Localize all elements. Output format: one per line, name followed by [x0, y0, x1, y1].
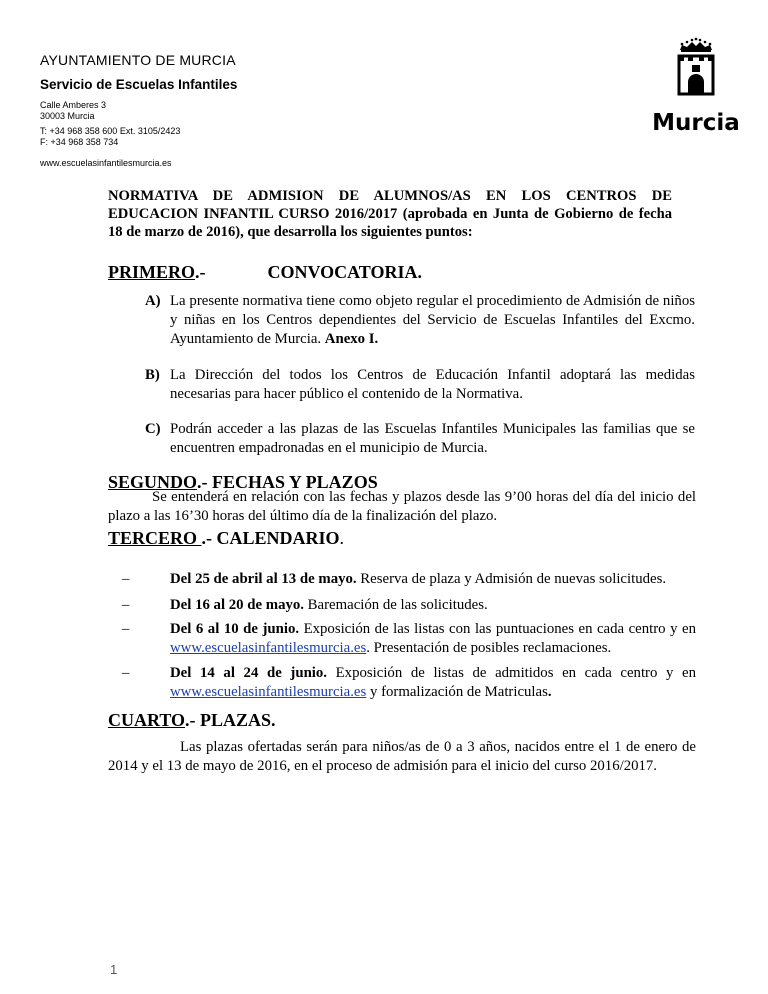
- calendar-text: Exposición de listas de admitidos en cada centro y en: [327, 665, 697, 681]
- calendar-text-after: . Presentación de posibles reclamaciones.: [366, 640, 612, 656]
- title-line: EDUCACION INFANTIL CURSO 2016/2017 (aprobada en Junta de Gobierno de fecha: [108, 206, 672, 222]
- title-line: NORMATIVA DE ADMISION DE ALUMNOS/AS EN LOS CENTROS DE: [108, 188, 672, 204]
- item-letter: B): [145, 367, 160, 383]
- logo-text: Murcia: [652, 110, 740, 136]
- calendar-text: Baremación de las solicitudes.: [303, 597, 488, 613]
- item-bold-tail: Anexo I.: [324, 331, 379, 347]
- website-link[interactable]: www.escuelasinfantilesmurcia.es: [170, 640, 367, 656]
- section-title: CONVOCATORIA.: [267, 262, 422, 282]
- calendar-date: Del 14 al 24 de junio.: [170, 665, 328, 681]
- section-title: .- PLAZAS.: [185, 710, 276, 730]
- calendar-text: Reserva de plaza y Admisión de nuevas solicitudes.: [356, 571, 667, 587]
- website-link[interactable]: www.escuelasinfantilesmurcia.es: [170, 684, 367, 700]
- paragraph: Las plazas ofertadas serán para niños/as de 0 a 3 años, nacidos entre el 1 de enero de 2014 y el 13 de mayo de 2016, en el proceso de admisión para el inicio del curso 2016/2017.: [108, 739, 696, 774]
- service-name: Servicio de Escuelas Infantiles: [40, 77, 238, 92]
- section-title-trail: .: [339, 528, 345, 548]
- item-text: Podrán acceder a las plazas de las Escuelas Infantiles Municipales las familias que se encuentren empadronadas en el municipio de Murcia.: [170, 421, 695, 456]
- website-text: www.escuelasinfantilesmurcia.es: [40, 158, 172, 168]
- title-line: 18 de marzo de 2016), que desarrolla los siguientes puntos:: [108, 224, 473, 240]
- murcia-logo: [650, 36, 742, 136]
- section-title: .- FECHAS Y PLAZOS: [197, 472, 378, 492]
- calendar-text: Exposición de las listas con las puntuaciones en cada centro y en: [299, 621, 696, 637]
- section-label: TERCERO: [108, 528, 202, 548]
- calendar-item: – Del 14 al 24 de junio. Exposición de listas de admitidos en cada centro y en www.escuelasinfantilesmurcia.es y formalización de Matriculas.: [122, 665, 697, 700]
- section-label: CUARTO: [108, 710, 186, 730]
- address-block: [40, 100, 237, 148]
- crown-icon: [680, 38, 712, 52]
- section-label-suffix: .-: [195, 262, 206, 282]
- address-street: Calle Amberes 3: [40, 100, 107, 110]
- letterhead: [40, 52, 237, 168]
- phone-number: T: +34 968 358 600 Ext. 3105/2423: [40, 126, 181, 136]
- item-letter: A): [145, 293, 161, 309]
- section-label: PRIMERO: [108, 262, 195, 282]
- section-heading-primero: [108, 262, 422, 283]
- item-letter: C): [145, 421, 161, 437]
- calendar-date: Del 6 al 10 de junio.: [170, 621, 300, 637]
- item-text: La Dirección del todos los Centros de Educación Infantil adoptará las medidas necesarias para hacer público el contenido de la Normativa.: [170, 367, 695, 402]
- calendar-item: – Del 25 de abril al 13 de mayo. Reserva de plaza y Admisión de nuevas solicitudes.: [122, 571, 667, 587]
- list-item: [145, 366, 695, 404]
- castle-icon: [679, 56, 713, 94]
- paragraph: Se entenderá en relación con las fechas y plazos desde las 9’00 horas del día del inicio del plazo a las 16’30 horas del último día de la finalización del plazo.: [108, 489, 696, 524]
- section-heading-cuarto: [108, 710, 276, 731]
- list-item: [145, 292, 695, 349]
- list-item: [145, 420, 695, 458]
- section-heading-tercero: [108, 528, 344, 549]
- document-title: [108, 187, 672, 241]
- calendar-date: Del 16 al 20 de mayo.: [170, 597, 304, 613]
- calendar-text-after: y formalización de Matriculas: [366, 684, 548, 700]
- section-label: SEGUNDO: [108, 472, 198, 492]
- item-text: La presente normativa tiene como objeto regular el procedimiento de Admisión de niños y niñas en los Centros dependientes del Servicio de Escuelas Infantiles del Excmo. Ayuntamiento de Murcia.: [170, 293, 695, 347]
- calendar-date: Del 25 de abril al 13 de mayo.: [170, 571, 357, 587]
- calendar-text-period: .: [547, 684, 552, 700]
- page-number: 1: [110, 962, 118, 977]
- section-title: .- CALENDARIO: [201, 528, 340, 548]
- calendar-item: – Del 16 al 20 de mayo. Baremación de las solicitudes.: [122, 597, 488, 613]
- fax-number: F: +34 968 358 734: [40, 137, 119, 147]
- address-city: 30003 Murcia: [40, 111, 95, 121]
- calendar-item: – Del 6 al 10 de junio. Exposición de las listas con las puntuaciones en cada centro y en www.escuelasinfantilesmurcia.es. Presentación de posibles reclamaciones.: [122, 621, 696, 656]
- organization-name: AYUNTAMIENTO DE MURCIA: [40, 52, 236, 68]
